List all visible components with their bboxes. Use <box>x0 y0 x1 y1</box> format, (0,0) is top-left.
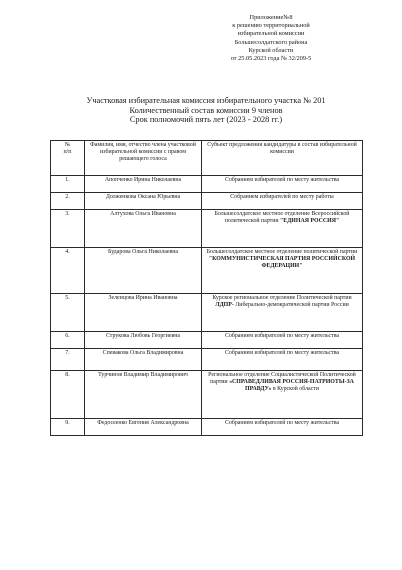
subject-text: Курское региональное отделение Политической партии <box>212 295 352 301</box>
table-row <box>51 371 363 419</box>
row-name: Турчинов Владимир Владимирович <box>85 371 202 419</box>
table-row <box>51 349 363 371</box>
table-row <box>51 419 363 436</box>
subject-text: Либерально-демократической партии России <box>235 301 349 308</box>
row-subject: Собранием избирателей по месту жительства <box>202 419 363 436</box>
table-row <box>51 248 363 294</box>
row-number: 6. <box>51 332 85 349</box>
row-name: Струкова Любовь Георгиевна <box>85 332 202 349</box>
row-number: 9. <box>51 419 85 436</box>
appendix-line: Большесолдатского района <box>234 38 308 46</box>
party-name: «СПРАВЕДЛИВАЯ РОССИЯ-ПАТРИОТЫ-ЗА ПРАВДУ» <box>229 378 354 392</box>
table-row <box>51 193 363 210</box>
row-name: Апопченко Ирина Николаевна <box>85 176 202 193</box>
row-subject <box>202 210 363 248</box>
party-name: "ЕДИНАЯ РОССИЯ" <box>280 217 340 224</box>
subject-text: в Курской области <box>272 385 319 392</box>
party-name: "КОММУНИСТИЧЕСКАЯ ПАРТИЯ РОССИЙСКОЙ ФЕДЕРАЦИИ" <box>208 255 356 269</box>
row-subject <box>202 371 363 419</box>
document-heading <box>40 96 372 125</box>
table-row <box>51 176 363 193</box>
appendix-line: от 25.05.2023 года № 32/209-5 <box>230 55 312 63</box>
subject-text: Большесолдатское местное отделение политической партии <box>206 249 358 255</box>
row-subject <box>202 294 363 332</box>
row-name: Зеленцова Ирина Ивановна <box>85 294 202 332</box>
appendix-line: Приложение№8 <box>249 14 293 21</box>
row-subject: Собранием избирателей по месту жительства <box>202 332 363 349</box>
subject-text: Большесолдатское местное отделение Всероссийской политической партии <box>214 211 350 224</box>
table-row <box>51 210 363 248</box>
row-subject <box>202 248 363 294</box>
appendix-line: избирательной комиссии <box>237 30 305 38</box>
table-row <box>51 332 363 349</box>
header-subject: Субъект предложения кандидатуры в состав избирательной комиссии <box>202 141 363 176</box>
header-name: Фамилия, имя, отчество члена участковой избирательной комиссии с правом решающего голоса <box>85 141 202 176</box>
row-number: 4. <box>51 248 85 294</box>
row-name: Федосеенко Евгения Александровна <box>85 419 202 436</box>
appendix-line: к решению территориальной <box>232 22 310 30</box>
members-table <box>50 140 363 436</box>
table-header-row <box>51 141 363 176</box>
row-number: 5. <box>51 294 85 332</box>
row-subject: Собранием избирателей по месту жительства <box>202 176 363 193</box>
row-name: Алтухова Ольга Ивановна <box>85 210 202 248</box>
row-name: Спевакова Ольга Владимировна <box>85 349 202 371</box>
heading-commission: Участковая избирательная комиссия избирательного участка № 201 <box>86 96 326 105</box>
header-number <box>51 141 85 176</box>
subject-text: Региональное отделение Социалистической Политической партии <box>208 372 356 385</box>
row-subject: Собранием избирателей по месту работы <box>202 193 363 210</box>
row-number: 2. <box>51 193 85 210</box>
appendix-line: Курской области <box>248 46 294 54</box>
header-number-abbrev: п/п <box>63 148 72 155</box>
row-number: 3. <box>51 210 85 248</box>
header-number-symbol: № <box>64 142 71 148</box>
row-name: Долженкова Оксана Юрьевна <box>85 193 202 210</box>
row-subject: Собранием избирателей по месту жительства <box>202 349 363 371</box>
appendix-block <box>196 14 346 63</box>
row-number: 1. <box>51 176 85 193</box>
table-row <box>51 294 363 332</box>
row-number: 7. <box>51 349 85 371</box>
party-name: ЛДПР- <box>215 301 234 308</box>
heading-composition: Количественный состав комиссии 9 членов <box>129 105 283 115</box>
row-name: Бударова Ольга Николаевна <box>85 248 202 294</box>
heading-term: Срок полномочий пять лет (2023 - 2028 гг.) <box>129 115 283 125</box>
row-number: 8. <box>51 371 85 419</box>
